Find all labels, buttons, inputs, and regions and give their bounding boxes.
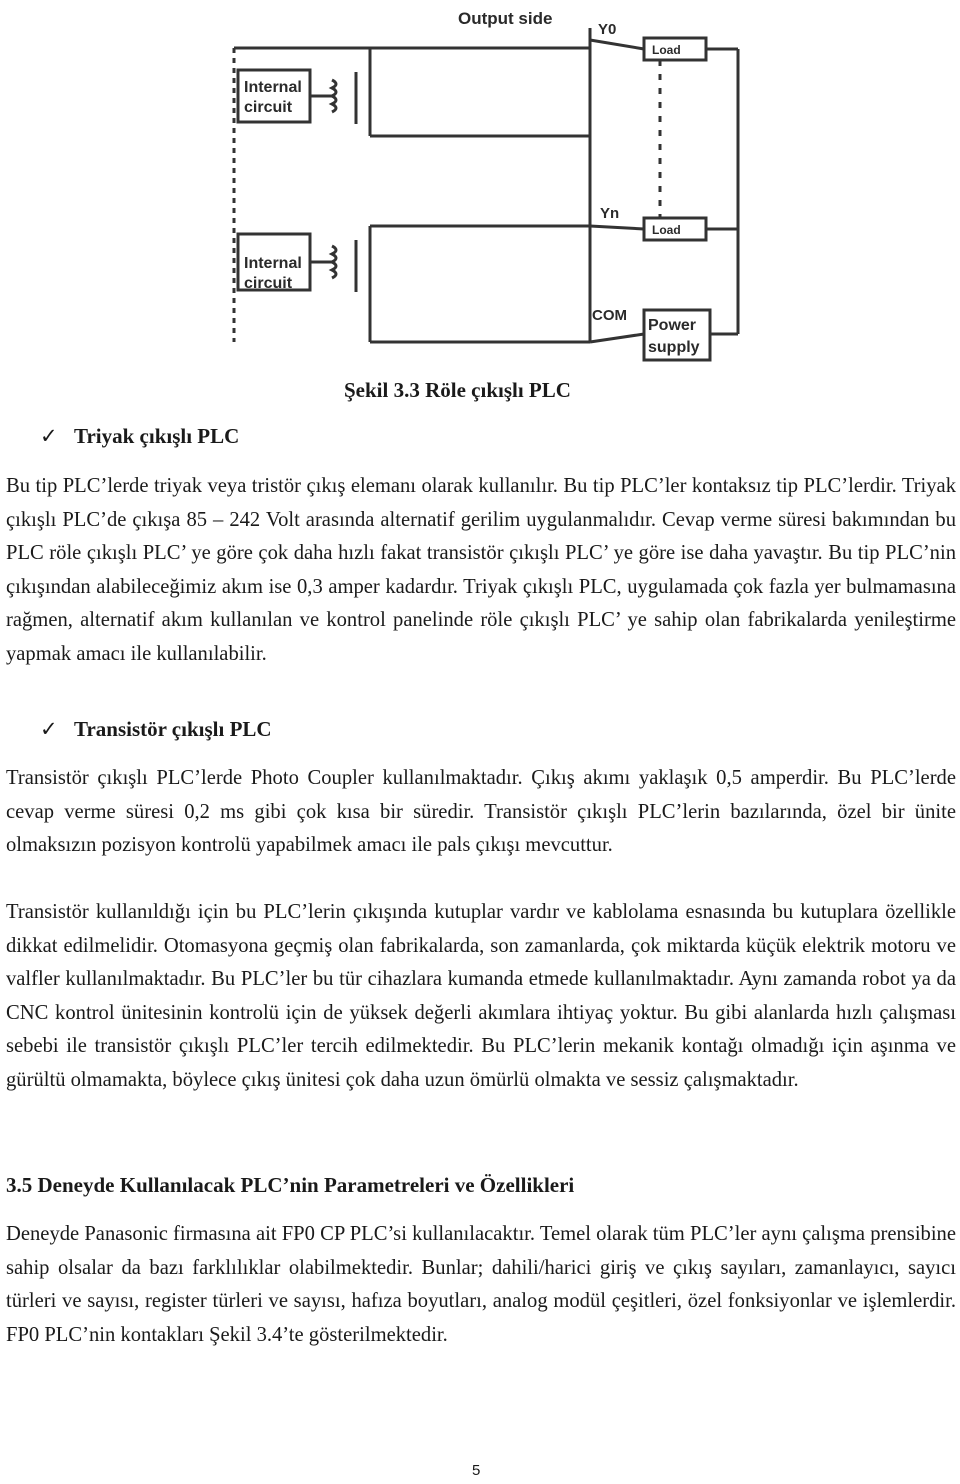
internal-circuit-label-1-line2: circuit [244, 99, 293, 116]
triac-heading [40, 424, 239, 449]
internal-circuit-label-2-line2: circuit [244, 275, 293, 292]
section-title: 3.5 Deneyde Kullanılacak PLC’nin Parametreleri ve Özellikleri [6, 1173, 575, 1197]
output-side-label: Output side [458, 9, 553, 28]
transistor-paragraph-2: Transistör kullanıldığı için bu PLC’lerin çıkışında kutuplar vardır ve kablolama esnasında bu kutuplara özellikle dikkat edilmelidir. Otomasyona geçmiş olan fabrikalarda, son zamanlarda, çok miktarda küçük elektrik motoru ve valfler kullanılmaktadır. Bu PLC’ler bu tür cihazlara kumanda etmede kullanılmaktadır. Aynı zamanda robot ya da CNC kontrol ünitesinin kontrolü için de yüksek değerli akımlara ihtiyaç yoktur. Bu gibi alanlarda hızlı çalışması sebebi ile transistör çıkışlı PLC’ler tercih edilmektedir. Bu PLC’lerin mekanik kontağı olmadığı için aşınma ve gürültü olmamakta, böylece çıkış ünitesi çok daha uzun ömürlü olmakta ve sessiz çalışmaktadır. [6, 901, 956, 1091]
triac-paragraph: Bu tip PLC’lerde triyak veya tristör çıkış elemanı olarak kullanılır. Bu tip PLC’ler kontaksız tip PLC’lerdir. Triyak çıkışlı PLC’de çıkışa 85 – 242 Volt arasında alternatif gerilim uygulanmalıdır. Cevap verme süresi bakımından bu PLC röle çıkışlı PLC’ ye göre çok daha hızlı fakat transistör çıkışlı PLC’ ye göre ise daha yavaştır. Bu tip PLC’nin çıkışından alabileceğimiz akım ise 0,3 amper kadardır. Triyak çıkışlı PLC, uygulamada çok fazla yer bulmamasına rağmen, alternatif akım kullanılan ve kontrol panelinde röle çıkışlı PLC’ ye sahip olan fabrikalarda yenileştirme yapmak amacı ile kullanılabilir. [6, 475, 956, 665]
power-supply-label-line2: supply [648, 339, 700, 356]
transistor-paragraph-1: Transistör çıkışlı PLC’lerde Photo Coupler kullanılmaktadır. Çıkış akımı yaklaşık 0,5 amperdir. Bu PLC’lerde cevap verme süresi 0,2 ms gibi çok kısa bir süredir. Transistör çıkışlı PLC’lerin bazılarında, özel bir ünite olmaksızın pozisyon kontrolü yapabilmek amacı ile pals çıkışı mevcuttur. [6, 767, 956, 856]
load-label-2: Load [652, 223, 681, 237]
check-icon: ✓ [40, 424, 58, 448]
com-label: COM [592, 307, 627, 324]
transistor-heading [40, 717, 272, 742]
transistor-heading-label: Transistör çıkışlı PLC [74, 717, 272, 741]
internal-circuit-label-1-line1: Internal [244, 79, 302, 96]
page-number: 5 [472, 1462, 481, 1479]
section-paragraph: Deneyde Panasonic firmasına ait FP0 CP PLC’si kullanılacaktır. Temel olarak tüm PLC’ler aynı çalışma prensibine sahip olsalar da bazı farklılıklar olabilmektedir. Bunlar; dahili/harici giriş ve çıkış sayıları, zamanlayıcı, sayıcı türleri ve sayısı, register türleri ve sayısı, hafıza boyutları, analog modül çeşitleri, özel fonksiyonlar ve işlemlerdir. FP0 PLC’nin kontakları Şekil 3.4’te gösterilmektedir. [6, 1223, 956, 1346]
power-supply-label-line1: Power [648, 317, 697, 334]
figure-caption: Şekil 3.3 Röle çıkışlı PLC [344, 378, 571, 402]
triac-heading-label: Triyak çıkışlı PLC [74, 424, 240, 448]
y0-label: Y0 [598, 21, 617, 38]
relay-output-circuit-diagram [220, 0, 760, 368]
load-label-1: Load [652, 43, 681, 57]
check-icon: ✓ [40, 717, 58, 741]
internal-circuit-label-2-line1: Internal [244, 255, 302, 272]
yn-label: Yn [600, 205, 620, 222]
